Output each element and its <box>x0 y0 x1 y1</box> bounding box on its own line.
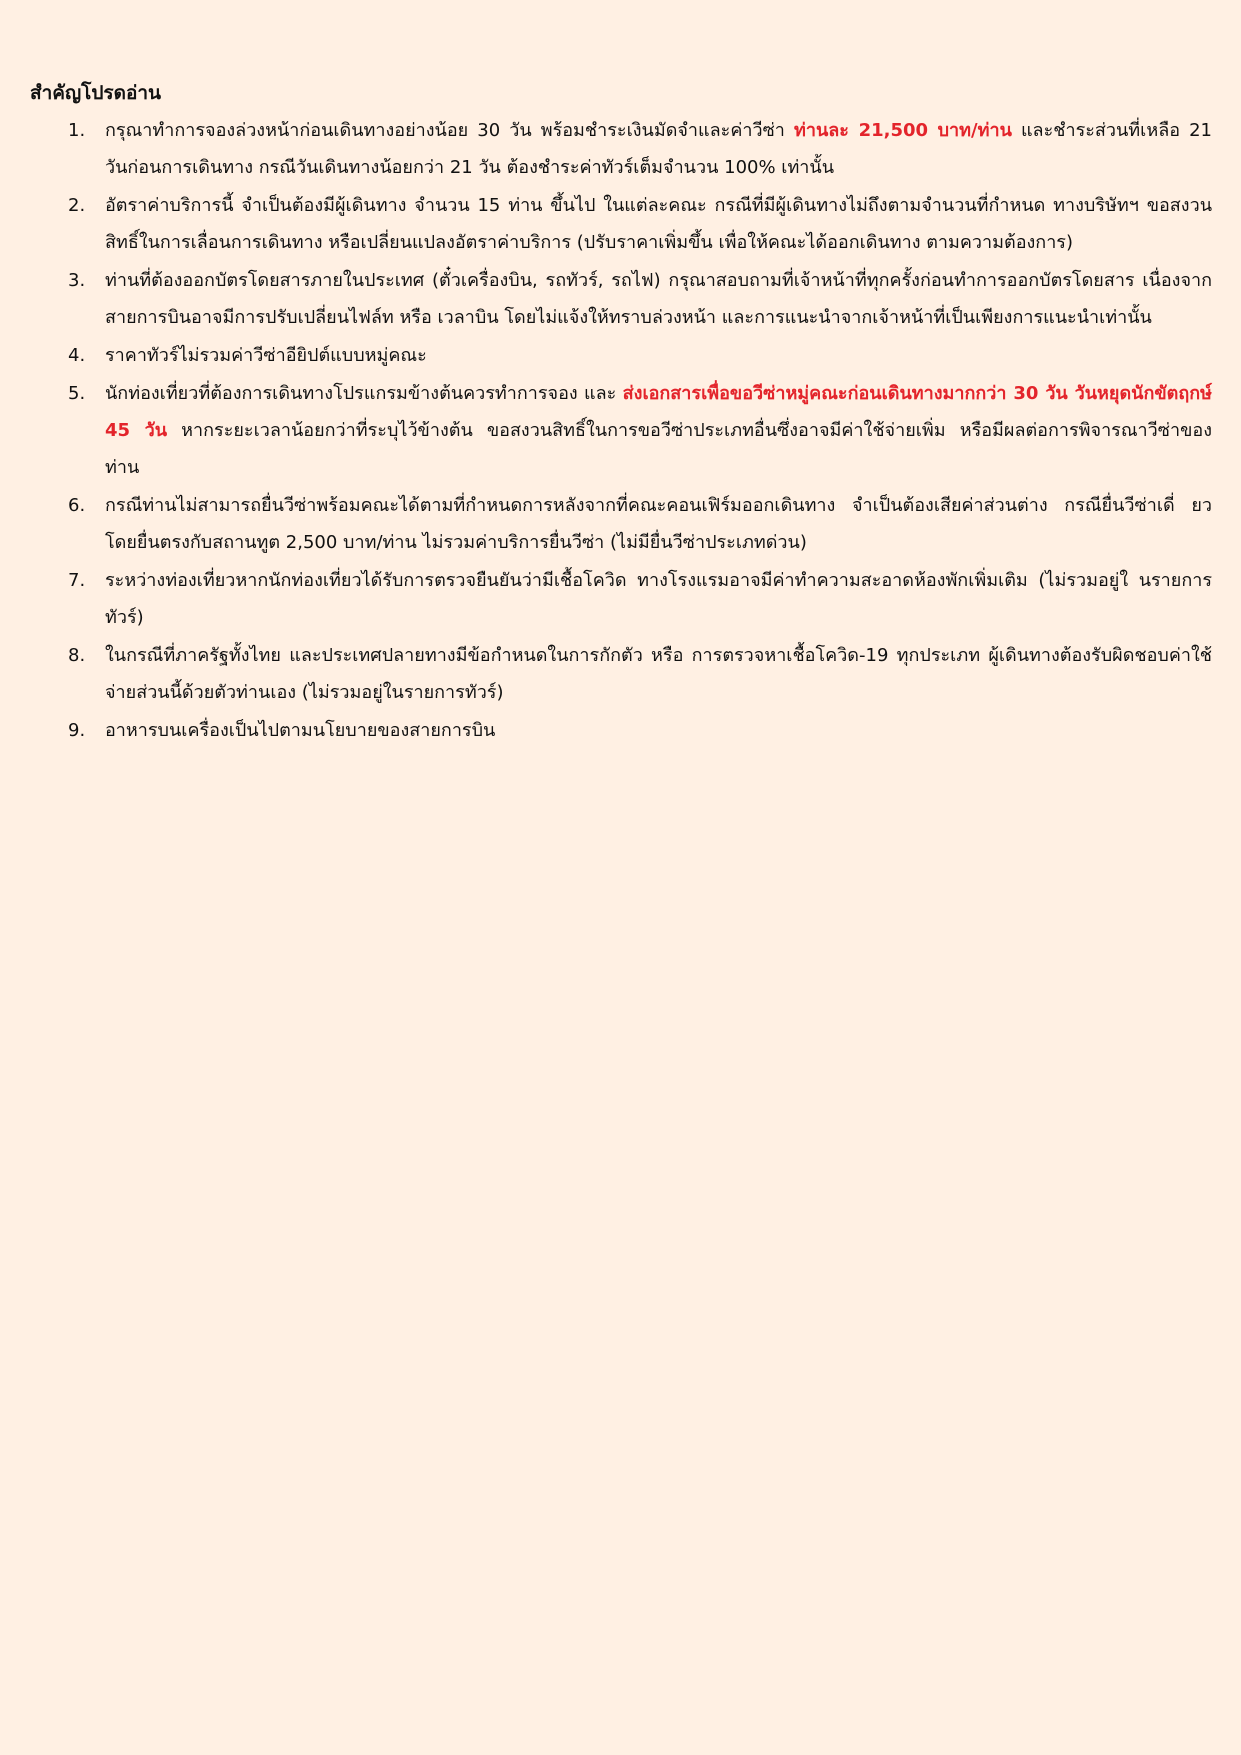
note-number: 9. <box>68 720 86 741</box>
note-item-2 <box>30 187 1212 261</box>
note-number: 1. <box>68 120 86 141</box>
note-item-8 <box>30 637 1212 711</box>
note-highlight: ท่านละ 21,500 บาท/ท่าน <box>793 120 1012 141</box>
note-number: 4. <box>68 345 86 366</box>
terms-section <box>30 78 1212 750</box>
note-text: อาหารบนเครื่องเป็นไปตามนโยบายของสายการบิน <box>105 720 496 741</box>
note-number: 2. <box>68 195 86 216</box>
note-text: ระหว่างท่องเที่ยวหากนักท่องเที่ยวได้รับการตรวจยืนยันว่ามีเชื้อโควิด ทางโรงแรมอาจมีค่าทำความสะอาดห้องพักเพิ่มเติม (ไม่รวมอยู่ใ นรายการทัวร์) <box>105 570 1212 628</box>
note-item-1 <box>30 112 1212 186</box>
note-text: อัตราค่าบริการนี้ จำเป็นต้องมีผู้เดินทาง จำนวน 15 ท่าน ขึ้นไป ในแต่ละคณะ กรณีที่มีผู้เดินทางไม่ถึงตามจำนวนที่กำหนด ทางบริษัทฯ ขอสงวนสิทธิ์ในการเลื่อนการเดินทาง หรือเปลี่ยนแปลงอัตราค่าบริการ (ปรับราคาเพิ่มขึ้น เพื่อให้คณะได้ออกเดินทาง ตามความต้องการ) <box>105 195 1212 253</box>
note-number: 3. <box>68 270 86 291</box>
note-item-3 <box>30 262 1212 336</box>
note-item-5 <box>30 375 1212 486</box>
note-text: กรุณาทำการจองล่วงหน้าก่อนเดินทางอย่างน้อย 30 วัน พร้อมชำระเงินมัดจำและค่าวีซ่า <box>105 120 794 141</box>
note-highlight: ส่งเอกสารเพื่อขอวีซ่าหมู่คณะก่อนเดินทางมากกว่า 30 วัน วันหยุดนักขัตฤกษ์ 45 วัน <box>105 383 1212 441</box>
note-item-9 <box>30 712 1212 749</box>
notes-list <box>30 112 1212 749</box>
note-number: 5. <box>68 383 86 404</box>
section-heading: สำคัญโปรดอ่าน <box>30 82 162 104</box>
note-item-4 <box>30 337 1212 374</box>
note-text: นักท่องเที่ยวที่ต้องการเดินทางโปรแกรมข้างต้นควรทำการจอง และ <box>105 383 623 404</box>
note-item-7 <box>30 562 1212 636</box>
note-text: ราคาทัวร์ไม่รวมค่าวีซ่าอียิปต์แบบหมู่คณะ <box>105 345 427 366</box>
note-text: กรณีท่านไม่สามารถยื่นวีซ่าพร้อมคณะได้ตามที่กำหนดการหลังจากที่คณะคอนเฟิร์มออกเดินทาง จำเป็นต้องเสียค่าส่วนต่าง กรณียื่นวีซ่าเดี่ ยว โดยยื่นตรงกับสถานทูต 2,500 บาท/ท่าน ไม่รวมค่าบริการยื่นวีซ่า (ไม่มียื่นวีซ่าประเภทด่วน) <box>105 495 1212 553</box>
note-text: ในกรณีที่ภาครัฐทั้งไทย และประเทศปลายทางมีข้อกำหนดในการกักตัว หรือ การตรวจหาเชื้อโควิด-19 ทุกประเภท ผู้เดินทางต้องรับผิดชอบค่าใช้จ่ายส่วนนี้ด้วยตัวท่านเอง (ไม่รวมอยู่ในรายการทัวร์) <box>105 645 1212 703</box>
note-text: ท่านที่ต้องออกบัตรโดยสารภายในประเทศ (ตั๋วเครื่องบิน, รถทัวร์, รถไฟ) กรุณาสอบถามที่เจ้าหน้าที่ทุกครั้งก่อนทำการออกบัตรโดยสาร เนื่องจากสายการบินอาจมีการปรับเปลี่ยนไฟล์ท หรือ เวลาบิน โดยไม่แจ้งให้ทราบล่วงหน้า และการแนะนำจากเจ้าหน้าที่เป็นเพียงการแนะนำเท่านั้น <box>105 270 1212 328</box>
note-text-after: หากระยะเวลาน้อยกว่าที่ระบุไว้ข้างต้น ขอสงวนสิทธิ์ในการขอวีซ่าประเภทอื่นซึ่งอาจมีค่าใช้จ่ายเพิ่ม หรือมีผลต่อการพิจารณาวีซ่าของท่าน <box>105 420 1212 478</box>
note-item-6 <box>30 487 1212 561</box>
note-number: 8. <box>68 645 86 666</box>
note-number: 7. <box>68 570 86 591</box>
note-text-after: และชำระส่วนที่เหลือ 21 วันก่อนการเดินทาง กรณีวันเดินทางน้อยกว่า 21 วัน ต้องชำระค่าทัวร์เต็มจำนวน 100% เท่านั้น <box>105 120 1212 178</box>
note-number: 6. <box>68 495 86 516</box>
